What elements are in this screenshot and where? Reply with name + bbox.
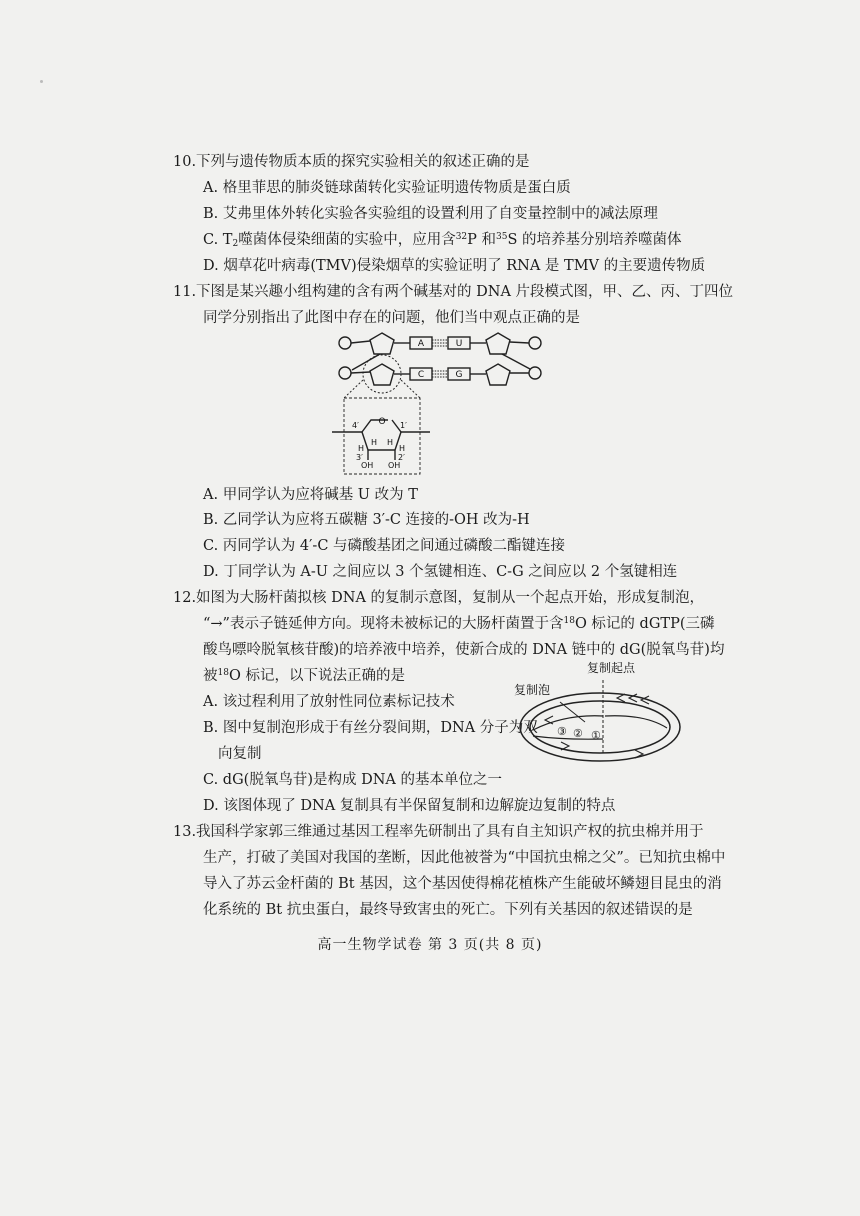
ring-oxygen-label: O <box>378 417 386 427</box>
phosphate-top-left <box>339 337 351 349</box>
q10-option-c: C. $T_2$噬菌体侵染细菌的实验中，应用含$^{32}$P 和$^{35}$S 的培养基分别培养噬菌体 <box>203 232 682 249</box>
q12-stem-line3: 酸鸟嘌呤脱氧核苷酸)的培养液中培养，使新合成的 DNA 链中的 dG(脱氧鸟苷)均 <box>203 642 725 658</box>
h-label-left: H <box>358 444 365 453</box>
q12-option-c: C. dG(脱氧鸟苷)是构成 DNA 的基本单位之一 <box>203 772 502 788</box>
base-g-label: G <box>455 370 463 380</box>
base-c-label: C <box>417 370 425 380</box>
q11-option-d: D. 丁同学认为 A-U 之间应以 3 个氢键相连、C-G 之间应以 2 个氢键相连 <box>203 564 678 580</box>
q10-option-d: D. 烟草花叶病毒(TMV)侵染烟草的实验证明了 RNA 是 TMV 的主要遗传物质 <box>203 258 706 274</box>
sugar-top-right <box>486 333 510 354</box>
q12-option-a: A. 该过程利用了放射性同位素标记技术 <box>203 694 455 710</box>
outer-dna-ring <box>520 693 680 761</box>
strand-label-2: ② <box>573 727 583 740</box>
replication-bubble-diagram <box>505 660 685 770</box>
q12-stem-line4: 被$^{18}$O 标记，以下说法正确的是 <box>203 668 405 684</box>
carbon-1-label: 1′ <box>400 421 407 430</box>
base-a-label: A <box>417 339 425 349</box>
q11-option-a: A. 甲同学认为应将碱基 U 改为 T <box>203 487 418 503</box>
q12-stem-line1: 12.如图为大肠杆菌拟核 DNA 的复制示意图，复制从一个起点开始，形成复制泡， <box>173 590 705 606</box>
h-label-upper-right: H <box>387 438 394 447</box>
carbon-3-label: 3′ <box>356 453 363 462</box>
q12-option-b-line2: 向复制 <box>218 746 262 762</box>
oh-label-2: OH <box>388 461 401 470</box>
bubble-label: 复制泡 <box>514 683 551 697</box>
origin-label: 复制起点 <box>587 661 636 675</box>
carbon-4-label: 4′ <box>352 421 359 430</box>
sugar-detail-box <box>344 398 420 474</box>
q10-option-a: A. 格里菲思的肺炎链球菌转化实验证明遗传物质是蛋白质 <box>203 180 571 196</box>
q11-option-c: C. 丙同学认为 4′-C 与磷酸基团之间通过磷酸二酯键连接 <box>203 538 566 554</box>
h-label-right: H <box>399 444 406 453</box>
sugar-bottom-right <box>486 364 510 385</box>
phosphate-top-right <box>529 337 541 349</box>
q13-stem-line4: 化系统的 Bt 抗虫蛋白，最终导致害虫的死亡。下列有关基因的叙述错误的是 <box>203 902 693 918</box>
q10-stem: 10.下列与遗传物质本质的探究实验相关的叙述正确的是 <box>173 154 530 170</box>
q10-option-b: B. 艾弗里体外转化实验各实验组的设置利用了自变量控制中的减法原理 <box>203 206 658 222</box>
carbon-2-label: 2′ <box>398 453 405 462</box>
oh-label-3: OH <box>361 461 374 470</box>
base-u-label: U <box>455 339 463 349</box>
sugar-top-left <box>370 333 394 354</box>
q11-stem-line1: 11.下图是某兴趣小组构建的含有两个碱基对的 DNA 片段模式图，甲、乙、丙、丁四位 <box>173 284 734 300</box>
strand-label-3: ③ <box>557 725 567 738</box>
sugar-bottom-left <box>370 364 394 385</box>
phosphate-bottom-left <box>339 367 351 379</box>
q13-stem-line2: 生产，打破了美国对我国的垄断，因此他被誉为“中国抗虫棉之父”。已知抗虫棉中 <box>203 850 726 866</box>
q11-stem-line2: 同学分别指出了此图中存在的问题，他们当中观点正确的是 <box>203 310 580 326</box>
h-label-upper-left: H <box>371 438 378 447</box>
q13-stem-line1: 13.我国科学家郭三维通过基因工程率先研制出了具有自主知识产权的抗虫棉并用于 <box>173 824 704 840</box>
q13-stem-line3: 导入了苏云金杆菌的 Bt 基因，这个基因使得棉花植株产生能破坏鳞翅目昆虫的消 <box>203 876 722 892</box>
phosphate-bottom-right <box>529 367 541 379</box>
scan-speck <box>40 80 43 83</box>
strand-label-1: ① <box>591 729 601 742</box>
page-footer: 高一生物学试卷 第 3 页(共 8 页) <box>317 937 543 953</box>
inner-dna-ring <box>530 701 670 753</box>
dna-fragment-diagram <box>330 328 550 478</box>
q12-option-d: D. 该图体现了 DNA 复制具有半保留复制和边解旋边复制的特点 <box>203 798 616 814</box>
q12-option-b-line1: B. 图中复制泡形成于有丝分裂间期，DNA 分子为双 <box>203 720 538 736</box>
q12-stem-line2: “→”表示子链延伸方向。现将未被标记的大肠杆菌置于含$^{18}$O 标记的 dGTP(三磷 <box>203 616 715 632</box>
q11-option-b: B. 乙同学认为应将五碳糖 3′-C 连接的-OH 改为-H <box>203 512 530 528</box>
